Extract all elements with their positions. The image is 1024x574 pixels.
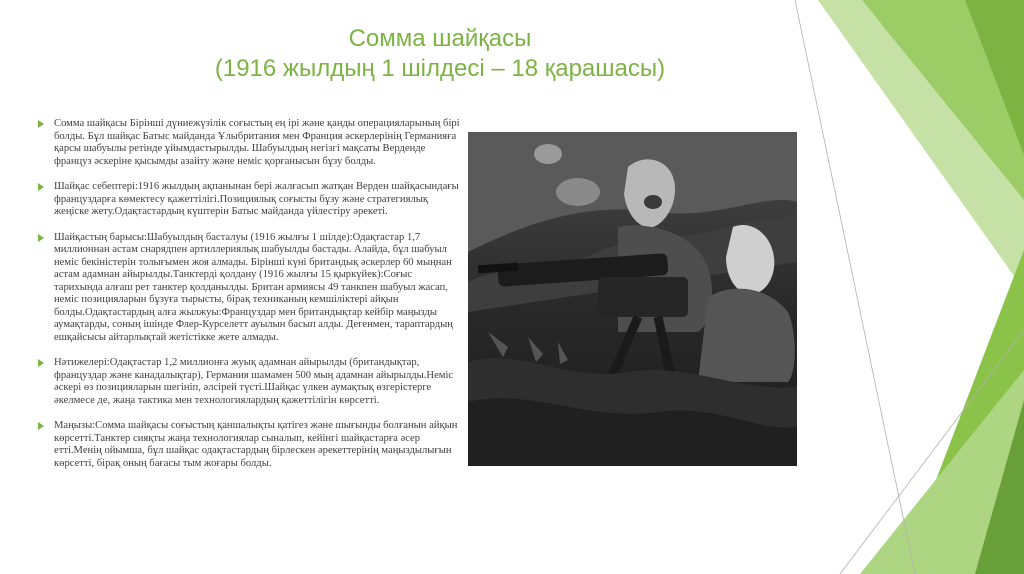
bullet-item (38, 118, 460, 168)
triangle-bullet-icon (38, 183, 44, 191)
bullet-list (38, 118, 460, 483)
triangle-bullet-icon (38, 120, 44, 128)
bullet-text: Шайқастың барысы:Шабуылдың басталуы (1916 жылғы 1 шілде):Одақтастар 1,7 миллионнан астам снарядпен артиллериялық шабуылды бастады. Алайда, бұл шабуыл неміс бекіністерін толығымен жоя алмады. Бірінші күні британдық әскерлер 60 мыңнан астам адамнан айырылды.Танктерді қолдану (1916 жылғы 15 қыркүйек):Соғыс тарихында алғаш рет танктер қолданылды. Британ армиясы 49 танкпен шабуыл жасап, неміс позицияларын бұзуға тырысты, бірақ техниканың кемшіліктері айқын болды.Одақтастардың алға жылжуы:Француздар мен британдықтар кейбір маңызды аумақтарды, соның ішінде Флер-Курселетт ауылын басып алды. Дегенмен, тараптардың ешқайсысы айтарлықтай жетістікке жете алмады. (54, 231, 453, 343)
bullet-item (38, 420, 460, 470)
slide-title (160, 24, 720, 84)
bullet-text: Маңызы:Сомма шайқасы соғыстың қаншалықты қатігез және шығынды болғанын айқын көрсетті.Танктер сияқты жаңа технологиялар сыналып, кейінгі шайқастарға әсер етті.Менің ойымша, бұл шайқас одақтастардың бірлескен әрекеттерінің маңыздылығын көрсетті, бірақ оның бағасы тым жоғары болды. (54, 420, 458, 469)
bullet-item (38, 357, 460, 407)
soldiers-machine-gun-photo (468, 132, 797, 466)
bullet-item (38, 232, 460, 345)
war-photo (468, 132, 797, 466)
bullet-text: Шайқас себептері:1916 жылдың ақпанынан бері жалғасып жатқан Верден шайқасындағы француздарға көмектесу қажеттілігі.Позициялық соғысты бұзу және стратегиялық жеңіске жету.Одақтастардың күштерін Батыс майданда үйлестіру әрекеті. (54, 181, 459, 217)
title-line-2: (1916 жылдың 1 шілдесі – 18 қарашасы) (214, 55, 666, 82)
title-line-1: Сомма шайқасы (348, 25, 532, 52)
triangle-bullet-icon (38, 359, 44, 367)
bullet-text: Нәтижелері:Одақтастар 1,2 миллионға жуық адамнан айырылды (британдықтар, француздар және канадалықтар), Германия шамамен 500 мың адамнан айырылды.Неміс әскері өз позицияларын шегініп, әлсірей түсті.Шайқас үлкен аумақтық өзгерістерге әкелмесе де, жаңа тактика мен технологиялардың қажеттілігін көрсетті. (54, 357, 454, 406)
bullet-item (38, 181, 460, 219)
triangle-bullet-icon (38, 234, 44, 242)
triangle-bullet-icon (38, 422, 44, 430)
bullet-text: Сомма шайқасы Бірінші дүниежүзілік соғыстың ең ірі және қанды операцияларының бірі болды. Бұл шайқас Батыс майданда Ұлыбритания мен Франция әскерлерінің Германияға қарсы шабуылы ретінде ұйымдастырылды. Шабуылдың негізгі мақсаты Верденде француз әскеріне қысымды азайту және неміс қорғанысын бұзу болды. (54, 118, 460, 167)
